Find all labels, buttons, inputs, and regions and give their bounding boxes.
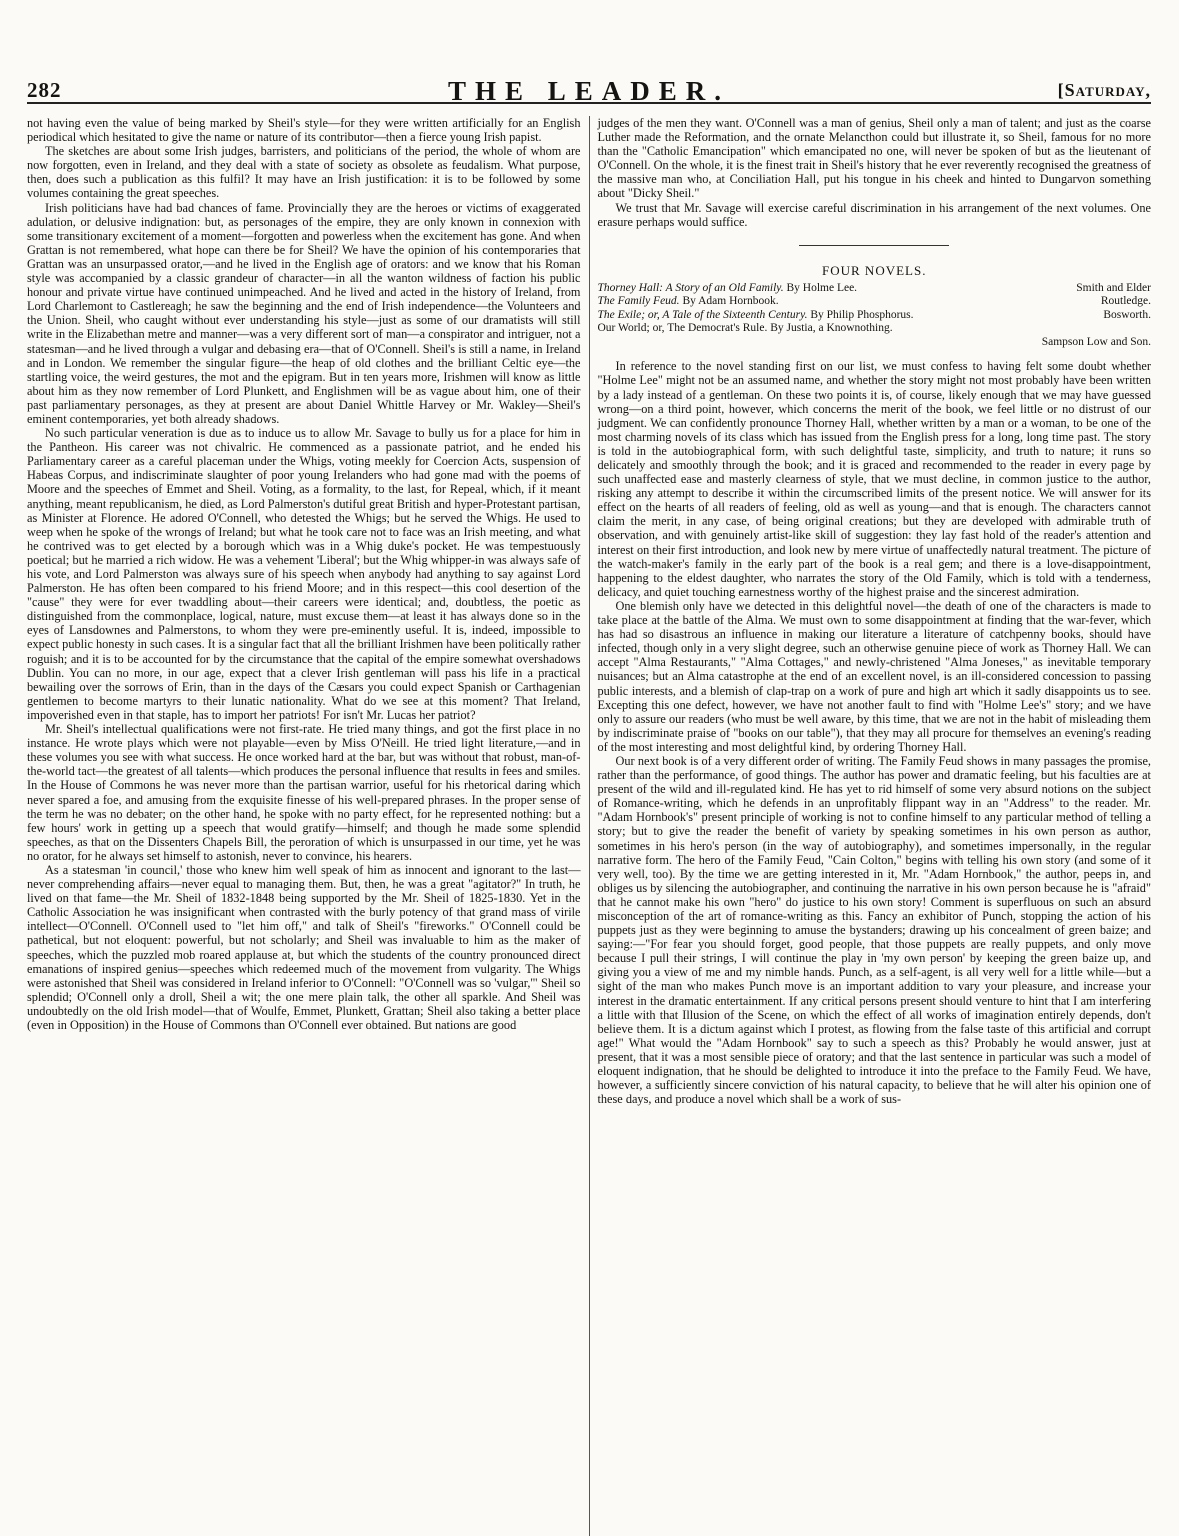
issue-day: [Saturday, xyxy=(1057,80,1151,100)
paragraph: The sketches are about some Irish judges, barristers, and politicians of the period, the whole of whom are now forgotten, even in Ireland, and they deal with a state of society as obsolete as feudalism. What purpose, then, does such a publication as this fulfil? It may have an Irish justification: it is to be followed by some volumes containing the great speeches. xyxy=(27,144,581,201)
paragraph: We trust that Mr. Savage will exercise careful discrimination in his arrangement of the next volumes. One erasure perhaps would suffice. xyxy=(597,200,1151,229)
paragraph: not having even the value of being marked by Sheil's style—for they were written artificially for an English periodical which hesitated to give the name or nature of its contributor—then a fierce young Irish papist. xyxy=(27,116,581,145)
paragraph: No such particular veneration is due as to induce us to allow Mr. Savage to bully us for a place for him in the Pantheon. His career was not chivalric. He commenced as a passionate patriot, and he ended his Parliamentary career as a careful placeman under the Whigs, voting meekly for Coercion Acts, suspension of Habeas Corpus, and indiscriminate slaughter of poor young Irelanders who had gone mad with the poems of Moore and the speeches of Emmet and Sheil. Voting, as a formality, to the last, for Repeal, which, if it meant anything, meant republicanism, he died, as Lord Palmerston's dutiful great British and hyper-Protestant partisan, as Minister at Florence. He adored O'Connell, who detested the Whigs; but he served the Whigs. He used to weep when he spoke of the wrongs of Ireland; but what he took care not to face was an Irish meeting, and what he contrived was to get elected by a borough which was in a Whig duke's pocket. He was tempestuously poetical; but he married a rich widow. He was a vehement 'Liberal'; but the Whig whipper-in was always safe of his vote, and Lord Palmerston was always sure of his speech when anybody had anything to say against Lord Palmerston. He has often been compared to his friend Moore; and in this respect—this cool desertion of the "cause" they were for ever twaddling about—their careers were identical; and, doubtless, the poetic as distinguished from the commonplace, logical, nature, must excuse them—at least it has always done so in the eyes of Lansdownes and Palmerstons, to whom they were pre-eminently useful. It is, indeed, impossible to expect public honesty in such cases. It is a singular fact that all the brilliant Irishmen have been politically rather roguish; and it is to be accounted for by the circumstance that the capital of the empire somewhat overshadows Dublin. You can no more, in our age, expect that a clever Irish gentleman will pass his life in a practical bewailing over the sorrows of Erin, than in the days of the Cæsars you could expect Spanish or Carthagenian gentlemen to become martyrs to their lunatic nationality. What do we see at this moment? That Ireland, impoverished even in that staple, has to import her patriots! For isn't Mr. Lucas her patriot? xyxy=(27,426,581,722)
book-title: Our World; or, The Democrat's Rule. xyxy=(597,322,768,335)
page-header xyxy=(27,78,1151,104)
masthead-title: THE LEADER. xyxy=(447,76,731,106)
book-author: By Philip Phosphorus. xyxy=(810,308,914,321)
paragraph: Our next book is of a very different order of writing. The Family Feud shows in many passages the promise, rather than the performance, of good things. The author has power and dramatic feeling, but his faculties are at present of the wild and ill-regulated kind. He has yet to rid himself of some very absurd notions on the subject of Romance-writing, which he defends in an unprofitably flippant way in an "Address" to the reader. Mr. "Adam Hornbook's" present principle of working is not to confine himself to any particular method of telling a story; but to give the reader the benefit of variety by speaking sometimes in his own person as author, sometimes in his hero's person (in the way of autobiography), and sometimes impersonally, in the regular narrative form. The hero of the Family Feud, "Cain Colton," begins with telling his own story (and some of it very well, too). By the time we are getting interested in it, Mr. "Adam Hornbook," the author, peeps in, and obliges us by silencing the autobiographer, and continuing the narrative in his own person because he is "afraid" that he cannot make his own "hero" do justice to his own story! Comment is superfluous on such an absurd misconception of the art of romance-writing as this. Fancy an exhibitor of Punch, stopping the action of his puppets just as they were beginning to amuse the bystanders; drawing up his concealment of green baize; and saying:—"For fear you should forget, good people, that those puppets are really puppets, and only move because I pull their strings, I will continue the play in 'my own person' by keeping the green baize up, and giving you a view of me and my nimble hands. Punch, as a self-agent, is all very well for a little while—but a sight of the man who makes Punch move is an important addition to vary your pleasure, and increase your interest in the dramatic entertainment. If any critical persons present should venture to hint that I am interfering a little with that Illusion of the Scene, on which the effect of all works of imagination entirely depends, don't believe them. It is a dictum against which I protest, as flowing from the false taste of this artificial and corrupt age!" What would the "Adam Hornbook" say to such a speech as this? Probably he would answer, just at present, that it was a most sensible piece of oratory; and that the last sentence in particular was such a model of eloquent indignation, that he should be delighted to introduce it into the preface to the Family Feud. We have, however, a sufficiently sincere conviction of his natural capacity, to believe that he will alter his opinion one of these days, and produce a novel which shall be a work of sus- xyxy=(597,753,1151,1107)
section-title: FOUR NOVELS. xyxy=(822,262,927,278)
page-number: 282 xyxy=(27,78,62,102)
section-rule xyxy=(799,245,949,246)
paragraph: In reference to the novel standing first on our list, we must confess to having felt some doubt whether "Holme Lee" might not be an assumed name, and whether the story might not most probably have been written by a lady instead of a gentleman. On these two points it is, of course, likely enough that we may have guessed wrong—on a third point, however, which concerns the merit of the book, we feel little or no distrust of our judgment. We can confidently pronounce Thorney Hall, whether written by a man or a woman, to be one of the most charming novels of its class which has issued from the English press for a long, long time past. The story is told in the autobiographical form, with such delightful taste, simplicity, and truth to nature; it runs so delicately and smoothly through the book; and it is graced and recommended to the reader in every page by such unaffected ease and masterly clearness of style, that we must decline, in common justice to the author, risking any attempt to describe it within the circumscribed limits of the present notice. We will answer for its effect on the hearts of all readers of feeling, old as well as young—and that is enough. The characters cannot claim the merit, in any case, of being original creations; but they are developed with admirable truth of observation, and with genuinely artist-like skill of suggestion: they lay fast hold of the reader's attention and interest on their first introduction, and look new by mere virtue of unaffectedly natural treatment. The picture of the watch-maker's family in the early part of the book is a real gem; and there is a love-disappointment, happening to the eldest daughter, who narrates the story of the Old Family, which is told with a tenderness, delicacy, and quiet touching earnestness worthy of the highest praise and the sincerest admiration. xyxy=(597,359,1151,599)
book-title: The Exile; or, A Tale of the Sixteenth Century. xyxy=(597,308,808,321)
text-columns xyxy=(27,116,1151,1536)
book-entry xyxy=(597,309,1151,323)
right-column xyxy=(597,116,1151,1526)
book-entry xyxy=(597,322,1151,349)
book-author: By Holme Lee. xyxy=(786,281,858,294)
column-divider xyxy=(589,116,590,1536)
book-publisher: Bosworth. xyxy=(1103,308,1151,321)
left-column xyxy=(27,116,581,1526)
book-author: By Adam Hornbook. xyxy=(682,295,779,308)
book-list xyxy=(597,282,1151,350)
book-title: The Family Feud. xyxy=(597,295,680,308)
paragraph: Mr. Sheil's intellectual qualifications were not first-rate. He tried many things, and got the first place in no instance. He wrote plays which were not playable—even by Miss O'Neill. He tried light literature,—and in these volumes you see with what success. He once worked hard at the bar, but was without that robust, man-of-the-world tact—the greatest of all talents—which produces the personal influence that results in fees and smiles. In the House of Commons he was never more than the partisan warrior, useful for his rhetorical daring which never spared a foe, and amusing from the exquisite finesse of his well-prepared phrases. In the proper sense of the term he was no debater; on the other hand, he spoke with no party effect, for he represented nothing: but a few hours' work in getting up a speech that would gratify—himself; and though he made some splendid speeches, as that on the Dissenters Chapels Bill, the peroration of which is unsurpassed in our time, yet he was no orator, for he always set himself to astonish, never to convince, his hearers. xyxy=(27,722,581,863)
book-publisher: Smith and Elder xyxy=(1076,281,1151,294)
paragraph: As a statesman 'in council,' those who knew him well speak of him as innocent and ignorant to the last—never comprehending affairs—never equal to managing them. But, then, he was a great "agitator?" In truth, he lived on that fame—the Mr. Sheil of 1832-1848 being supported by the Mr. Sheil of 1825-1830. Yet in the Catholic Association he was insignificant when contrasted with the burly potency of that grand mass of virile intellect—O'Connell. O'Connell used to "let him off," and talk of Sheil's "fireworks." O'Connell could be pathetical, but not eloquent: powerful, but not scholarly; and Sheil was invaluable to him as the maker of speeches, which the puzzled mob roared applause at, but which the students of the country pronounced direct emanations of inspired genius—speeches which redeemed much of the movement from vulgarity. The Whigs were astonished that Sheil was considered in Ireland inferior to O'Connell: "O'Connell was so 'vulgar,'" Sheil so splendid; O'Connell only a droll, Sheil a wit; the one mere plain talk, the other all sparkle. And Sheil was undoubtedly on the old Irish model—that of Woulfe, Emmet, Plunkett, Grattan; Sheil also taking a better place (even in Opposition) in the House of Commons than O'Connell ever obtained. But nations are good xyxy=(27,862,581,1032)
book-entry xyxy=(597,282,1151,296)
book-publisher: Routledge. xyxy=(1100,295,1151,308)
paragraph: judges of the men they want. O'Connell was a man of genius, Sheil only a man of talent; and just as the coarse Luther made the Reformation, and the ornate Melancthon could but illustrate it, so Sheil, famous for no more than the "Catholic Emancipation" which emancipated no one, will never be spoken of but as the lieutenant of O'Connell. On the whole, it is the finest trait in Sheil's history that he ever reverently recognised the greatness of the massive man who, at Conciliation Hall, put his tongue in his cheek and hinted to Dungarvon something about "Dicky Sheil." xyxy=(597,116,1151,201)
book-entry xyxy=(597,295,1151,309)
paragraph: Irish politicians have had bad chances of fame. Provincially they are the heroes or victims of exaggerated adulation, or delusive indignation: but, as personages of the empire, they are only known in connexion with some transitionary excitement of a moment—forgotten and powerless when the excitement has gone. And when Grattan is not remembered, what hope can there be for Sheil? We have the opinion of his contemporaries that Grattan was an unsurpassed orator,—and he lived in the English age of orators: and we know that his Roman style was accompanied by a classic grandeur of character—in all the wanton wildness of faction his public honour and private virtue have continued unimpeached. And he lived and acted in the history of Ireland, from Lord Charlemont to Castlereagh; he saw the beginning and the end of Irish independence—the Volunteers and the Union. Sheil, who caught without ever understanding his style—just as some of our dramatists will still write in the Elizabethan metre and manner—was a very different sort of man—a conspirator and intriguer, not a statesman—and he lived through a vulgar and debasing era—that of O'Connell. Sheil's is still a name, in Ireland and in London. We remember the singular figure—the heap of old clothes and the brilliant Celtic eye—the startling voice, the weird gestures, the mot and the epigram. But in ten years more, Irishmen will know as little about him as they now remember of Lord Plunkett, and Englishmen will be as vague about him, one of their past parliamentary personages, as they at present are about Daniel Whittle Harvey or Mr. Wakley—Sheil's eminent contemporaries, yet both already shadows. xyxy=(27,200,581,426)
book-publisher: Sampson Low and Son. xyxy=(1041,335,1151,348)
paragraph: One blemish only have we detected in this delightful novel—the death of one of the characters is made to take place at the battle of the Alma. We must own to some disappointment at finding that the war-fever, which has had so disastrous an influence in making our literature a literature of catchpenny books, should have infected, though only in a very slight degree, such an otherwise genuine piece of work as Thorney Hall. We can accept "Alma Restaurants," "Alma Cottages," and newly-christened "Alma Joneses," as inevitable temporary nuisances; but an Alma catastrophe at the end of an excellent novel, is an ill-considered concession to passing public interests, and a blemish of clap-trap on a work of pure and high art which it sadly disappoints us to see. Excepting this one defect, however, we have not another fault to find with "Holme Lee's" story; and we have only to assure our readers (who must be well aware, by this time, that we are not in the habit of misleading them by indiscriminate praise of "books on our table"), that they may all procure for themselves an evening's reading of the most interesting and most delightful kind, by ordering Thorney Hall. xyxy=(597,598,1151,754)
book-title: Thorney Hall: A Story of an Old Family. xyxy=(597,281,784,294)
book-author: By Justia, a Knownothing. xyxy=(770,322,893,335)
